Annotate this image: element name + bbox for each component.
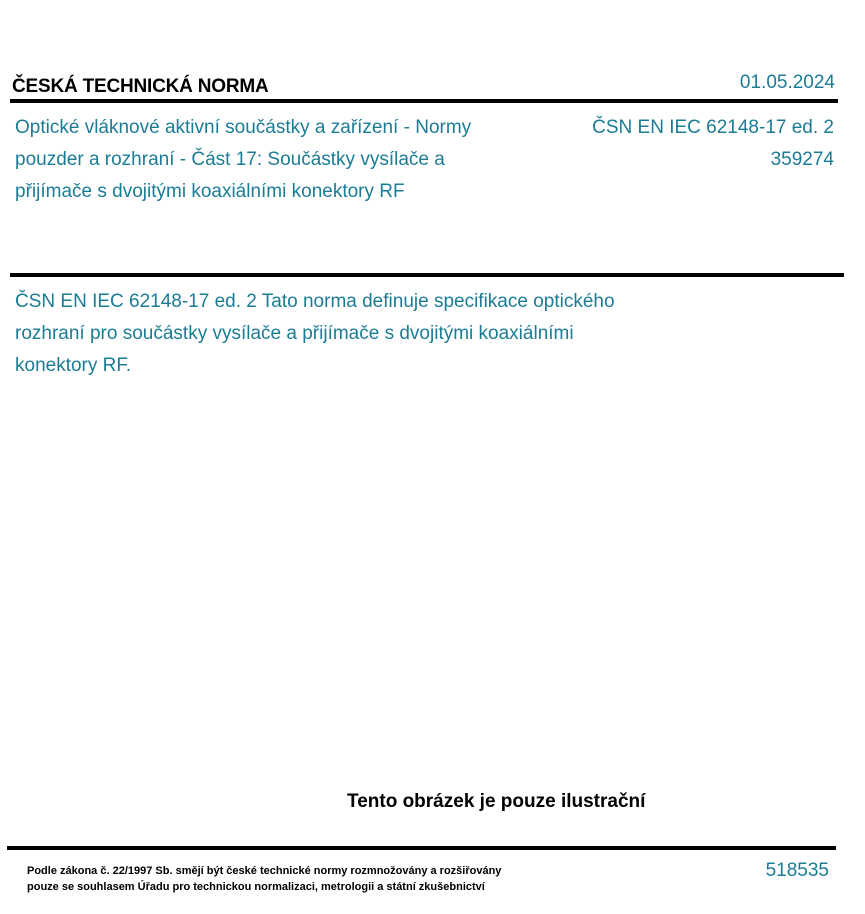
section-divider [10, 273, 844, 277]
illustration-disclaimer: Tento obrázek je pouze ilustrační [347, 791, 646, 812]
catalog-number: 359274 [770, 149, 834, 170]
header-divider [10, 99, 838, 103]
document-id: 518535 [765, 860, 829, 881]
document-type-heading: ČESKÁ TECHNICKÁ NORMA [12, 76, 269, 97]
standard-identifiers [592, 112, 834, 176]
standard-description: ČSN EN IEC 62148-17 ed. 2 Tato norma definuje specifikace optického rozhraní pro součástky vysílače a přijímače s dvojitými koaxiálními konektory RF. [15, 291, 615, 376]
standard-designation: ČSN EN IEC 62148-17 ed. 2 [592, 117, 834, 138]
copyright-notice [27, 863, 627, 895]
copyright-line-2: pouze se souhlasem Úřadu pro technickou normalizaci, metrologii a státní zkušebnictví [27, 881, 485, 893]
copyright-line-1: Podle zákona č. 22/1997 Sb. smějí být české technické normy rozmnožovány a rozšiřovány [27, 865, 502, 877]
publication-date: 01.05.2024 [739, 72, 835, 93]
standard-title: Optické vláknové aktivní součástky a zařízení - Normy pouzder a rozhraní - Část 17: Součástky vysílače a přijímače s dvojitými koaxiálními konektory RF [15, 117, 472, 202]
footer-divider [7, 846, 836, 850]
